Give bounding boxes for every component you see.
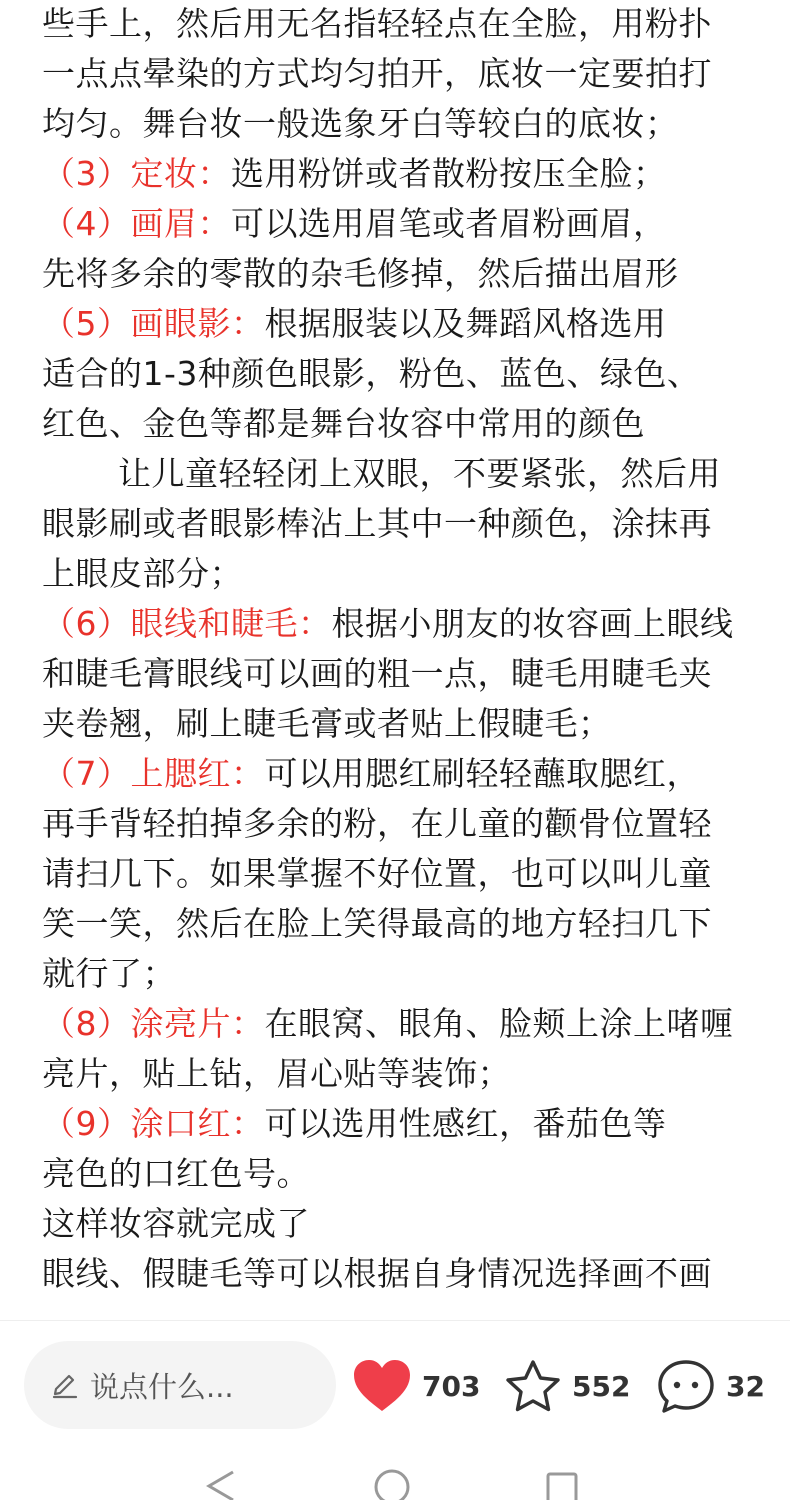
step-heading: （8）涂亮片： [42,1004,265,1043]
home-nav-icon[interactable] [373,1468,411,1500]
line-text: 选用粉饼或者散粉按压全脸； [231,154,667,193]
step-heading: （9）涂口红： [42,1104,265,1143]
content-fade [0,1296,790,1320]
text-line [42,600,782,650]
text-line [42,0,782,50]
text-line [42,250,782,300]
text-line [42,500,782,550]
line-text: 根据服装以及舞蹈风格选用 [264,304,667,343]
text-line [42,350,782,400]
comment-placeholder: 说点什么... [90,1369,234,1404]
line-text: 再手背轻拍掉多余的粉，在儿童的颧骨位置轻 [42,804,712,843]
pencil-icon [50,1370,80,1400]
line-text: 这样妆容就完成了 [42,1204,310,1243]
text-line [42,400,782,450]
text-line [42,800,782,850]
text-line [42,100,782,150]
line-text: 让儿童轻轻闭上双眼，不要紧张，然后用 [118,454,721,493]
text-line [42,550,782,600]
step-heading: （3）定妆： [42,154,231,193]
text-line [42,1150,782,1200]
step-heading: （6）眼线和睫毛： [42,604,332,643]
text-line [42,900,782,950]
text-line [42,300,782,350]
text-line [42,1250,782,1300]
step-heading: （7）上腮红： [42,754,265,793]
text-line [42,700,782,750]
comment-input[interactable] [24,1341,336,1429]
line-text: 红色、金色等都是舞台妆容中常用的颜色 [42,404,645,443]
text-line [42,1050,782,1100]
like-button[interactable] [352,1351,480,1421]
text-line [42,50,782,100]
text-line [42,150,782,200]
line-text: 请扫几下。如果掌握不好位置，也可以叫儿童 [42,854,712,893]
line-text: 就行了； [42,954,176,993]
line-text: 眼线、假睫毛等可以根据自身情况选择画不画 [42,1254,712,1293]
like-count: 703 [422,1369,481,1403]
line-text: 可以选用性感红，番茄色等 [264,1104,667,1143]
text-line [42,950,782,1000]
text-line [42,450,782,500]
favorite-button[interactable] [504,1351,630,1421]
heart-icon [352,1359,412,1413]
line-text: 亮色的口红色号。 [42,1154,310,1193]
chat-bubble-icon [656,1358,716,1414]
line-text: 可以选用眉笔或者眉粉画眉， [231,204,667,243]
step-heading: （5）画眼影： [42,304,265,343]
line-text: 和睫毛膏眼线可以画的粗一点，睫毛用睫毛夹 [42,654,712,693]
back-nav-icon[interactable] [203,1468,237,1500]
star-icon [504,1358,562,1414]
text-line [42,1000,782,1050]
text-line [42,650,782,700]
note-body [42,0,782,1300]
line-text: 亮片，贴上钻，眉心贴等装饰； [42,1054,511,1093]
text-line [42,1100,782,1150]
line-text: 在眼窝、眼角、脸颊上涂上啫喱 [264,1004,734,1043]
line-text: 一点点晕染的方式均匀拍开，底妆一定要拍打 [42,54,712,93]
comment-count: 32 [726,1369,765,1403]
line-text: 笑一笑，然后在脸上笑得最高的地方轻扫几下 [42,904,712,943]
line-text: 适合的1-3种颜色眼影，粉色、蓝色、绿色、 [42,354,701,393]
text-line [42,750,782,800]
line-text: 均匀。舞台妆一般选象牙白等较白的底妆； [42,104,679,143]
interaction-bar [0,1320,790,1441]
recents-nav-icon[interactable] [545,1468,579,1500]
line-text: 可以用腮红刷轻轻蘸取腮红， [264,754,700,793]
line-text: 些手上，然后用无名指轻轻点在全脸，用粉扑 [42,4,712,43]
line-text: 上眼皮部分； [42,554,243,593]
line-text: 眼影刷或者眼影棒沾上其中一种颜色，涂抹再 [42,504,712,543]
line-text: 夹卷翘，刷上睫毛膏或者贴上假睫毛； [42,704,612,743]
system-navigation-bar [0,1440,790,1500]
text-line [42,850,782,900]
line-text: 先将多余的零散的杂毛修掉，然后描出眉形 [42,254,679,293]
step-heading: （4）画眉： [42,204,231,243]
text-line [42,200,782,250]
comment-button[interactable] [656,1351,765,1421]
line-text: 根据小朋友的妆容画上眼线 [331,604,734,643]
favorite-count: 552 [572,1369,631,1403]
text-line [42,1200,782,1250]
